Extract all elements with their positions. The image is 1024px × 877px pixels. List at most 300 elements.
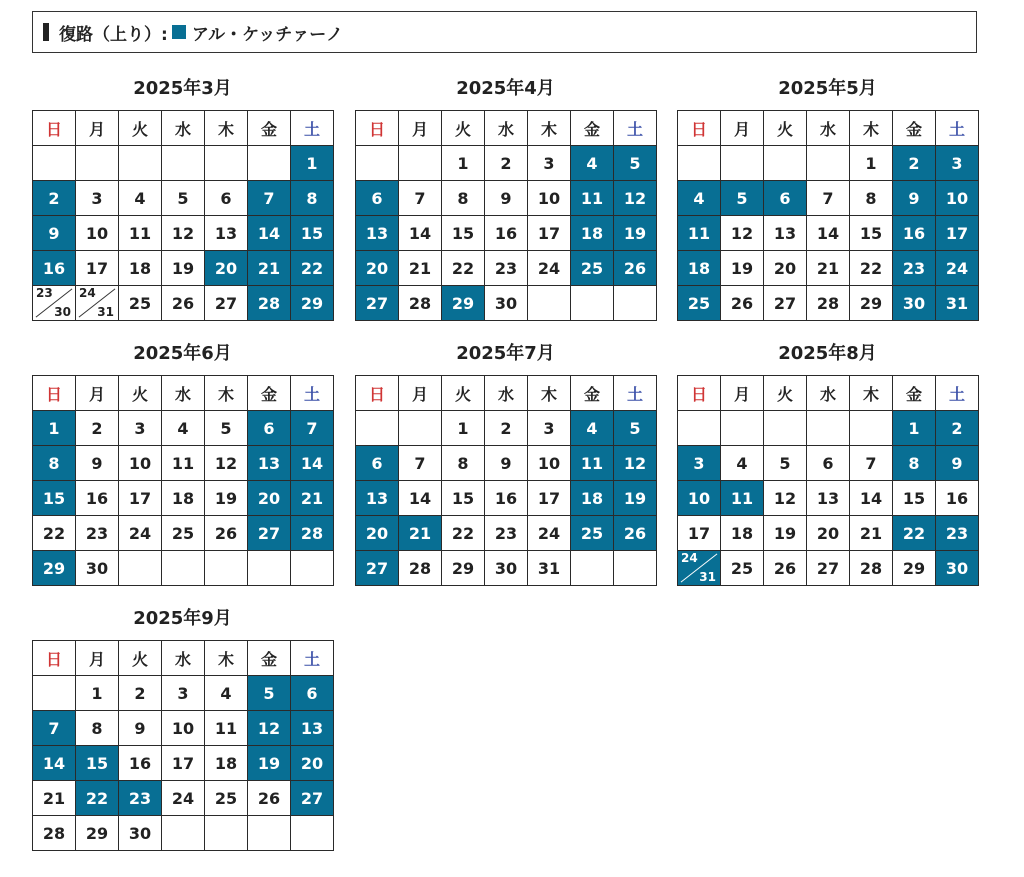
day-cell-service: 14 (248, 216, 291, 251)
weekday-header-sat: 土 (614, 111, 657, 146)
day-cell: 4 (162, 411, 205, 446)
day-cell: 13 (764, 216, 807, 251)
month-title: 2025年8月 (778, 343, 877, 364)
weekday-header-thu: 木 (850, 111, 893, 146)
weekday-header-mon: 月 (721, 111, 764, 146)
legend-service-name: アル・ケッチァーノ (191, 24, 343, 45)
day-cell-service: 5 (721, 181, 764, 216)
day-cell: 15 (442, 216, 485, 251)
week-row (678, 446, 979, 481)
day-cell (614, 286, 657, 321)
day-cell: 26 (248, 781, 291, 816)
day-cell-service: 18 (571, 216, 614, 251)
split-day-cell (678, 551, 721, 586)
day-cell-service: 6 (248, 411, 291, 446)
day-cell-service: 7 (291, 411, 334, 446)
day-cell: 14 (807, 216, 850, 251)
day-cell-service: 6 (356, 181, 399, 216)
day-cell-service: 28 (248, 286, 291, 321)
day-cell: 16 (119, 746, 162, 781)
day-cell: 30 (119, 816, 162, 851)
weekday-header-row (33, 641, 334, 676)
week-row (678, 216, 979, 251)
weekday-header-mon: 月 (76, 376, 119, 411)
day-cell: 18 (721, 516, 764, 551)
day-cell: 2 (119, 676, 162, 711)
day-cell-service: 21 (291, 481, 334, 516)
day-cell: 18 (119, 251, 162, 286)
weekday-header-sat: 土 (936, 111, 979, 146)
day-cell-service: 5 (614, 146, 657, 181)
day-cell-service: 27 (356, 286, 399, 321)
week-row (678, 516, 979, 551)
day-cell-service: 1 (33, 411, 76, 446)
day-cell-service: 3 (678, 446, 721, 481)
weekday-header-fri: 金 (571, 376, 614, 411)
weekday-header-row (33, 111, 334, 146)
day-cell: 12 (162, 216, 205, 251)
day-cell (764, 146, 807, 181)
day-cell-service: 20 (248, 481, 291, 516)
weekday-header-wed: 水 (162, 376, 205, 411)
day-cell-service: 12 (614, 446, 657, 481)
week-row (356, 286, 657, 321)
month-title: 2025年4月 (456, 78, 555, 99)
day-cell-service: 20 (291, 746, 334, 781)
weekday-header-mon: 月 (76, 111, 119, 146)
day-cell-service: 13 (248, 446, 291, 481)
day-cell (162, 551, 205, 586)
day-cell-service: 25 (571, 516, 614, 551)
day-cell-service: 27 (291, 781, 334, 816)
split-day-first: 23 (36, 286, 53, 300)
day-cell: 26 (162, 286, 205, 321)
day-cell: 28 (850, 551, 893, 586)
day-cell: 23 (485, 251, 528, 286)
day-cell: 26 (764, 551, 807, 586)
weekday-header-thu: 木 (528, 111, 571, 146)
weekday-header-fri: 金 (893, 111, 936, 146)
weekday-header-sat: 土 (291, 376, 334, 411)
day-cell (528, 286, 571, 321)
day-cell-service: 21 (399, 516, 442, 551)
weekday-header-tue: 火 (442, 376, 485, 411)
day-cell: 24 (119, 516, 162, 551)
week-row (356, 551, 657, 586)
week-row (678, 481, 979, 516)
week-row (33, 286, 334, 321)
day-cell: 22 (850, 251, 893, 286)
day-cell (721, 411, 764, 446)
day-cell-service: 27 (356, 551, 399, 586)
day-cell-service: 23 (119, 781, 162, 816)
weekday-header-wed: 水 (485, 376, 528, 411)
day-cell (76, 146, 119, 181)
day-cell-service: 13 (291, 711, 334, 746)
week-row (33, 746, 334, 781)
day-cell (248, 551, 291, 586)
weekday-header-fri: 金 (248, 641, 291, 676)
day-cell: 16 (485, 216, 528, 251)
day-cell: 9 (485, 446, 528, 481)
day-cell: 29 (76, 816, 119, 851)
day-cell-service: 9 (893, 181, 936, 216)
day-cell-service: 18 (678, 251, 721, 286)
day-cell-service: 8 (291, 181, 334, 216)
day-cell-service: 2 (893, 146, 936, 181)
week-row (33, 676, 334, 711)
week-row (356, 446, 657, 481)
day-cell-service: 9 (33, 216, 76, 251)
day-cell-service: 27 (248, 516, 291, 551)
day-cell-service: 10 (936, 181, 979, 216)
day-cell: 30 (485, 551, 528, 586)
day-cell: 17 (528, 481, 571, 516)
weekday-header-sun: 日 (33, 641, 76, 676)
day-cell: 21 (399, 251, 442, 286)
day-cell-service: 10 (678, 481, 721, 516)
month-table (355, 110, 657, 321)
day-cell: 11 (119, 216, 162, 251)
day-cell: 5 (162, 181, 205, 216)
day-cell-service: 16 (33, 251, 76, 286)
day-cell: 8 (850, 181, 893, 216)
day-cell-service: 15 (76, 746, 119, 781)
month-calendar (677, 341, 978, 586)
day-cell (33, 676, 76, 711)
day-cell-service: 11 (571, 181, 614, 216)
weekday-header-wed: 水 (807, 376, 850, 411)
day-cell: 8 (442, 446, 485, 481)
day-cell-service: 7 (33, 711, 76, 746)
day-cell-service: 22 (893, 516, 936, 551)
week-row (678, 551, 979, 586)
day-cell (291, 551, 334, 586)
week-row (33, 146, 334, 181)
day-cell: 3 (119, 411, 162, 446)
day-cell: 18 (205, 746, 248, 781)
weekday-header-sat: 土 (291, 111, 334, 146)
day-cell: 19 (205, 481, 248, 516)
month-table (32, 375, 334, 586)
day-cell-service: 29 (291, 286, 334, 321)
month-table (355, 375, 657, 586)
weekday-header-thu: 木 (205, 111, 248, 146)
split-day-cell (33, 286, 76, 321)
day-cell-service: 4 (678, 181, 721, 216)
weekday-header-fri: 金 (248, 111, 291, 146)
weekday-header-thu: 木 (528, 376, 571, 411)
day-cell-service: 15 (291, 216, 334, 251)
day-cell: 14 (399, 481, 442, 516)
day-cell-service: 29 (442, 286, 485, 321)
month-calendar (32, 606, 333, 851)
day-cell: 28 (807, 286, 850, 321)
day-cell-service: 20 (205, 251, 248, 286)
day-cell-service: 19 (248, 746, 291, 781)
day-cell-service: 12 (614, 181, 657, 216)
day-cell (248, 146, 291, 181)
day-cell-service: 2 (936, 411, 979, 446)
day-cell: 10 (528, 446, 571, 481)
week-row (33, 411, 334, 446)
day-cell-service: 13 (356, 216, 399, 251)
week-row (356, 411, 657, 446)
month-table (677, 375, 979, 586)
day-cell: 2 (76, 411, 119, 446)
day-cell: 30 (485, 286, 528, 321)
day-cell: 10 (162, 711, 205, 746)
day-cell (721, 146, 764, 181)
day-cell: 16 (485, 481, 528, 516)
day-cell: 28 (399, 551, 442, 586)
day-cell (614, 551, 657, 586)
day-cell: 20 (764, 251, 807, 286)
day-cell-service: 15 (33, 481, 76, 516)
day-cell (162, 146, 205, 181)
day-cell-service: 21 (248, 251, 291, 286)
weekday-header-sat: 土 (614, 376, 657, 411)
day-cell: 27 (205, 286, 248, 321)
weekday-header-row (678, 111, 979, 146)
day-cell: 18 (162, 481, 205, 516)
day-cell: 1 (76, 676, 119, 711)
day-cell-service: 17 (936, 216, 979, 251)
weekday-header-tue: 火 (442, 111, 485, 146)
day-cell-service: 11 (571, 446, 614, 481)
day-cell-service: 20 (356, 516, 399, 551)
month-title: 2025年3月 (133, 78, 232, 99)
weekday-header-row (356, 111, 657, 146)
day-cell-service: 29 (33, 551, 76, 586)
day-cell: 8 (442, 181, 485, 216)
split-day (33, 286, 75, 320)
day-cell (678, 146, 721, 181)
day-cell: 7 (399, 181, 442, 216)
day-cell-service: 26 (614, 516, 657, 551)
day-cell: 16 (936, 481, 979, 516)
day-cell-service: 4 (571, 146, 614, 181)
weekday-header-sun: 日 (33, 111, 76, 146)
split-day-second: 31 (699, 570, 716, 584)
day-cell-service: 28 (291, 516, 334, 551)
day-cell (205, 146, 248, 181)
weekday-header-sat: 土 (291, 641, 334, 676)
day-cell: 5 (764, 446, 807, 481)
day-cell: 24 (162, 781, 205, 816)
day-cell: 25 (162, 516, 205, 551)
day-cell: 25 (205, 781, 248, 816)
day-cell: 19 (721, 251, 764, 286)
legend-color-swatch (172, 25, 186, 39)
day-cell: 28 (399, 286, 442, 321)
day-cell: 22 (33, 516, 76, 551)
weekday-header-wed: 水 (162, 641, 205, 676)
weekday-header-fri: 金 (893, 376, 936, 411)
week-row (356, 251, 657, 286)
day-cell (205, 816, 248, 851)
day-cell-service: 18 (571, 481, 614, 516)
weekday-header-mon: 月 (76, 641, 119, 676)
week-row (356, 181, 657, 216)
day-cell-service: 16 (893, 216, 936, 251)
month-calendar (355, 76, 656, 321)
day-cell: 15 (850, 216, 893, 251)
day-cell: 17 (76, 251, 119, 286)
day-cell: 22 (442, 516, 485, 551)
split-day-cell (76, 286, 119, 321)
week-row (356, 481, 657, 516)
day-cell: 6 (205, 181, 248, 216)
weekday-header-sun: 日 (356, 111, 399, 146)
day-cell-service: 23 (893, 251, 936, 286)
day-cell: 3 (162, 676, 205, 711)
day-cell: 26 (721, 286, 764, 321)
day-cell: 10 (119, 446, 162, 481)
day-cell-service: 14 (33, 746, 76, 781)
day-cell (162, 816, 205, 851)
day-cell-service: 6 (764, 181, 807, 216)
day-cell: 10 (76, 216, 119, 251)
weekday-header-sun: 日 (678, 111, 721, 146)
week-row (678, 411, 979, 446)
day-cell-service: 12 (248, 711, 291, 746)
day-cell: 20 (807, 516, 850, 551)
week-row (678, 286, 979, 321)
weekday-header-sun: 日 (33, 376, 76, 411)
weekday-header-sat: 土 (936, 376, 979, 411)
split-day-first: 24 (681, 551, 698, 565)
day-cell: 13 (205, 216, 248, 251)
week-row (678, 146, 979, 181)
day-cell (807, 146, 850, 181)
day-cell: 26 (205, 516, 248, 551)
legend-bar-marker (43, 23, 49, 41)
day-cell: 11 (205, 711, 248, 746)
day-cell: 17 (528, 216, 571, 251)
day-cell (678, 411, 721, 446)
month-title: 2025年6月 (133, 343, 232, 364)
day-cell: 3 (528, 146, 571, 181)
legend-box (32, 11, 977, 53)
day-cell (807, 411, 850, 446)
day-cell: 11 (162, 446, 205, 481)
day-cell: 9 (485, 181, 528, 216)
weekday-header-tue: 火 (764, 376, 807, 411)
day-cell: 1 (442, 146, 485, 181)
day-cell (205, 551, 248, 586)
day-cell-service: 6 (356, 446, 399, 481)
month-calendar (32, 76, 333, 321)
weekday-header-row (356, 376, 657, 411)
week-row (678, 251, 979, 286)
split-day-second: 31 (97, 305, 114, 319)
day-cell: 8 (76, 711, 119, 746)
day-cell: 22 (442, 251, 485, 286)
weekday-header-wed: 水 (162, 111, 205, 146)
day-cell-service: 22 (291, 251, 334, 286)
day-cell: 7 (807, 181, 850, 216)
day-cell: 17 (162, 746, 205, 781)
day-cell: 21 (807, 251, 850, 286)
week-row (33, 551, 334, 586)
day-cell-service: 13 (356, 481, 399, 516)
day-cell: 10 (528, 181, 571, 216)
day-cell: 23 (76, 516, 119, 551)
day-cell-service: 5 (248, 676, 291, 711)
day-cell: 29 (850, 286, 893, 321)
weekday-header-row (678, 376, 979, 411)
weekday-header-thu: 木 (205, 641, 248, 676)
day-cell (356, 146, 399, 181)
day-cell-service: 4 (571, 411, 614, 446)
day-cell-service: 7 (248, 181, 291, 216)
month-table (677, 110, 979, 321)
week-row (678, 181, 979, 216)
weekday-header-mon: 月 (399, 376, 442, 411)
day-cell-service: 19 (614, 481, 657, 516)
day-cell: 19 (764, 516, 807, 551)
day-cell: 17 (678, 516, 721, 551)
day-cell: 2 (485, 146, 528, 181)
day-cell: 25 (721, 551, 764, 586)
month-table (32, 110, 334, 321)
day-cell-service: 9 (936, 446, 979, 481)
day-cell-service: 5 (614, 411, 657, 446)
day-cell: 15 (893, 481, 936, 516)
day-cell: 27 (764, 286, 807, 321)
week-row (33, 781, 334, 816)
day-cell (356, 411, 399, 446)
weekday-header-fri: 金 (571, 111, 614, 146)
weekday-header-tue: 火 (119, 641, 162, 676)
weekday-header-wed: 水 (485, 111, 528, 146)
week-row (356, 516, 657, 551)
day-cell-service: 1 (893, 411, 936, 446)
day-cell-service: 24 (936, 251, 979, 286)
day-cell: 7 (850, 446, 893, 481)
day-cell-service: 3 (936, 146, 979, 181)
day-cell-service: 14 (291, 446, 334, 481)
weekday-header-mon: 月 (399, 111, 442, 146)
day-cell: 15 (442, 481, 485, 516)
weekday-header-sun: 日 (356, 376, 399, 411)
day-cell: 9 (119, 711, 162, 746)
day-cell: 4 (721, 446, 764, 481)
day-cell: 24 (528, 516, 571, 551)
day-cell-service: 25 (571, 251, 614, 286)
day-cell: 4 (205, 676, 248, 711)
day-cell (571, 286, 614, 321)
month-title: 2025年9月 (133, 608, 232, 629)
split-day (678, 551, 720, 585)
day-cell-service: 30 (936, 551, 979, 586)
weekday-header-tue: 火 (119, 111, 162, 146)
day-cell: 14 (850, 481, 893, 516)
split-day (76, 286, 118, 320)
day-cell: 6 (807, 446, 850, 481)
day-cell: 21 (850, 516, 893, 551)
week-row (33, 516, 334, 551)
day-cell-service: 6 (291, 676, 334, 711)
day-cell: 31 (528, 551, 571, 586)
split-day-second: 30 (54, 305, 71, 319)
day-cell-service: 20 (356, 251, 399, 286)
day-cell (571, 551, 614, 586)
day-cell: 4 (119, 181, 162, 216)
day-cell (399, 146, 442, 181)
day-cell-service: 31 (936, 286, 979, 321)
